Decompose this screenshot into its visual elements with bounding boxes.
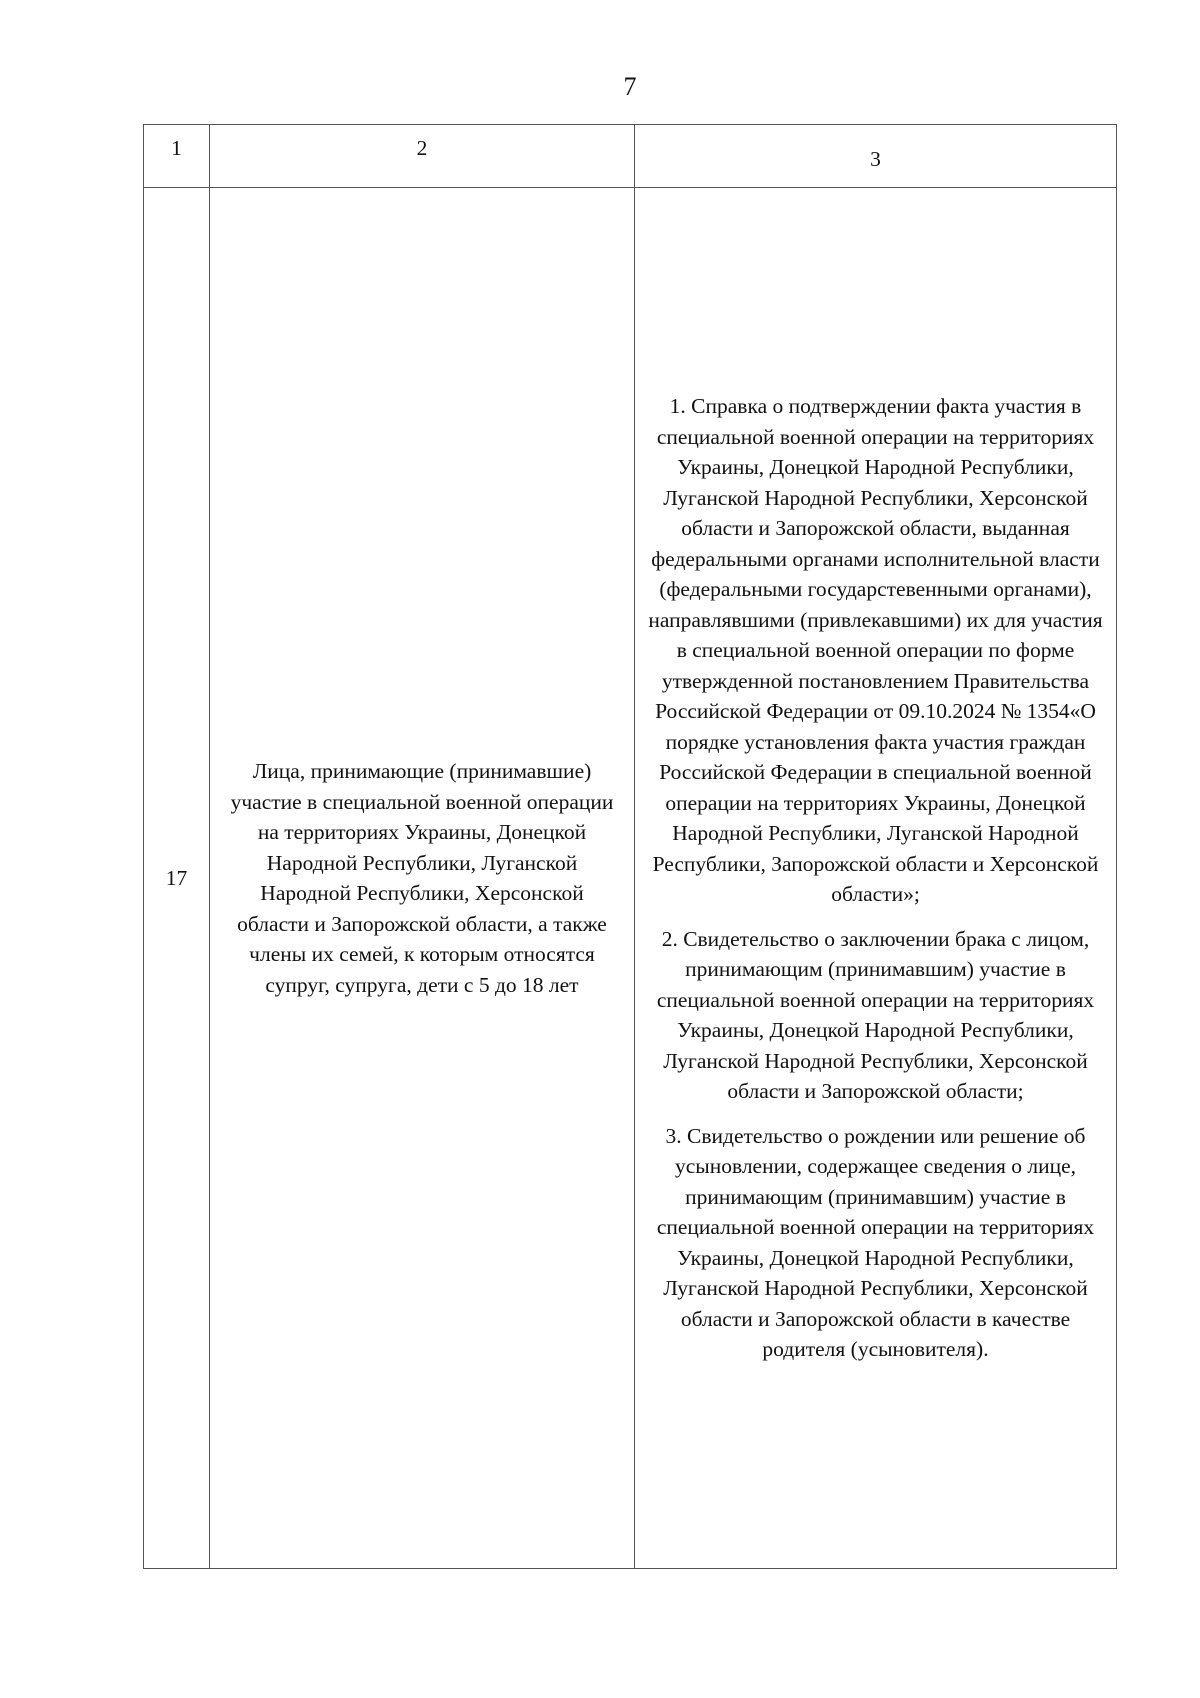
documents-list: [647, 391, 1104, 1365]
table-header-row: [144, 125, 1117, 188]
column-header-1: 1: [144, 125, 210, 188]
row-number: 17: [144, 188, 210, 1569]
document-item-1: 1. Справка о подтверждении факта участия в специальной военной операции на территориях Украины, Донецкой Народной Республики, Луганской Народной Республики, Херсонской области и Запорожской области, выданная федеральными органами исполнительной власти (федеральными государстевенными органами), направлявшими (привлекавшими) их для участия в специальной военной операции по форме утвержденной постановлением Правительства Российской Федерации от 09.10.2024 № 1354«О порядке установления факта участия граждан Российской Федерации в специальной военной операции на территориях Украины, Донецкой Народной Республики, Луганской Народной Республики, Запорожской области и Херсонской области»;: [648, 394, 1103, 907]
category-cell: [210, 188, 635, 1569]
category-text: Лица, принимающие (принимавшие) участие в специальной военной операции на территориях Украины, Донецкой Народной Республики, Луганской Народной Республики, Херсонской области и Запорожской области, а также члены их семей, к которым относятся супруг, супруга, дети с 5 до 18 лет: [230, 759, 614, 997]
documents-cell: [635, 188, 1117, 1569]
documents-table: [143, 124, 1117, 1569]
column-header-2: 2: [210, 125, 635, 188]
document-item-2: 2. Свидетельство о заключении брака с лицом, принимающим (принимавшим) участие в специальной военной операции на территориях Украины, Донецкой Народной Республики, Луганской Народной Республики, Херсонской области и Запорожской области;: [656, 926, 1095, 1104]
column-header-3: 3: [635, 125, 1117, 188]
page-number: 7: [623, 72, 637, 101]
document-item-3: 3. Свидетельство о рождении или решение об усыновлении, содержащее сведения о лице, принимающим (принимавшим) участие в специальной военной операции на территориях Украины, Донецкой Народной Республики, Луганской Народной Республики, Херсонской области и Запорожской области в качестве родителя (усыновителя).: [656, 1123, 1095, 1362]
table-row: [144, 188, 1117, 1569]
